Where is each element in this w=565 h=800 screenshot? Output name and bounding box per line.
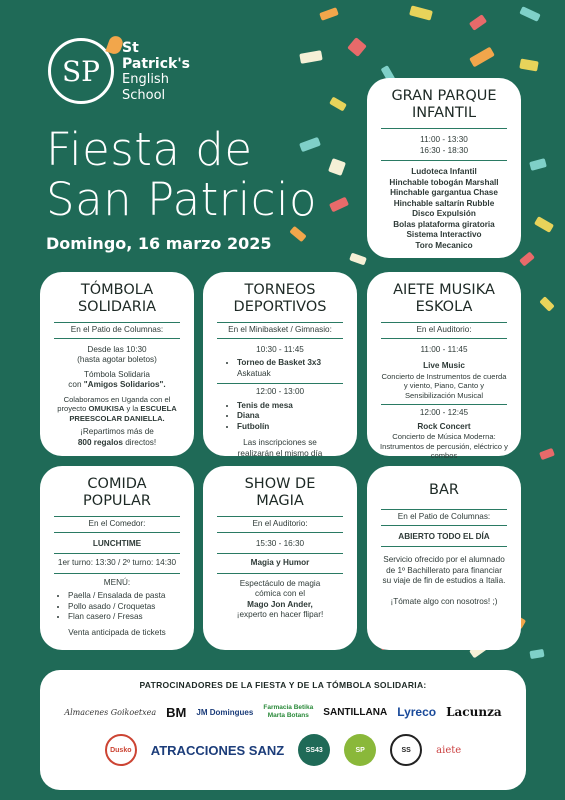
logo-line-3: English bbox=[122, 72, 169, 87]
card-title bbox=[213, 476, 347, 510]
card-bar bbox=[367, 466, 521, 650]
text: cómica con el bbox=[254, 589, 306, 598]
sponsor-logo: JM Domingues bbox=[196, 707, 254, 717]
list-item: • Flan casero / Fresas bbox=[68, 612, 184, 623]
location: En el Comedor: bbox=[54, 516, 180, 533]
location: En el Auditorio: bbox=[217, 516, 343, 533]
description: Servicio ofrecido por el alumnado de 1º Bachillerato para financiar su viaje de fin de estudios a Italia. bbox=[381, 546, 507, 587]
turns: 1er turno: 13:30 / 2º turno: 14:30 bbox=[54, 553, 180, 569]
sponsor-logo: SP bbox=[344, 734, 376, 766]
list-item: Ludoteca Infantil bbox=[411, 167, 477, 176]
list-item: Hinchable tobogán Marshall bbox=[389, 177, 499, 187]
card-title bbox=[213, 282, 347, 316]
menu-list bbox=[68, 591, 184, 623]
list-item: Hinchable saltarín Rubble bbox=[393, 198, 495, 208]
desc-block bbox=[50, 370, 184, 391]
school-logo bbox=[48, 38, 198, 108]
time-slot: 16:30 - 18:30 bbox=[419, 145, 469, 155]
list-item: • Futbolín bbox=[237, 422, 347, 433]
sponsor-logo: BM bbox=[166, 704, 187, 720]
text: directos! bbox=[122, 437, 157, 447]
sponsor-logo: SS bbox=[390, 734, 422, 766]
sponsor-logo: Almacenes Goikoetxea bbox=[64, 707, 157, 717]
text: realizarán el mismo día bbox=[237, 448, 323, 458]
sponsor-logo: SANTILLANA bbox=[323, 706, 388, 718]
logo-circle-mark: SP bbox=[48, 38, 114, 104]
event-description: Concierto de Música Moderna: Instrumentos de percusión, eléctrico y combos bbox=[380, 432, 508, 460]
call-to-action: ¡Tómate algo con nosotros! ;) bbox=[390, 596, 498, 606]
text: y la bbox=[124, 404, 141, 413]
card-gran-parque bbox=[367, 78, 521, 258]
title-line: AIETE MUSIKA bbox=[393, 282, 495, 298]
list-item: • Tenis de mesa bbox=[237, 401, 347, 412]
card-title bbox=[377, 88, 511, 122]
opening-hours: ABIERTO TODO EL DÍA bbox=[398, 531, 490, 541]
event-name: Rock Concert bbox=[417, 421, 471, 431]
text: ¡experto en hacer flipar! bbox=[236, 610, 324, 619]
title-line: MAGIA bbox=[256, 493, 304, 509]
school-name: PREESCOLAR DANIELLA. bbox=[69, 413, 165, 423]
event-date: Domingo, 16 marzo 2025 bbox=[46, 234, 272, 253]
org-name: "Amigos Solidarios". bbox=[83, 380, 166, 389]
title-line-2: San Patricio bbox=[46, 173, 318, 226]
sponsor-logos-row-1 bbox=[40, 700, 526, 724]
title-line: SOLIDARIA bbox=[77, 299, 157, 315]
subtitle: Magia y Humor bbox=[217, 553, 343, 569]
card-torneos bbox=[203, 272, 357, 456]
lunch-label: LUNCHTIME bbox=[92, 538, 142, 548]
prize-count: 800 regalos bbox=[77, 437, 123, 447]
card-tombola bbox=[40, 272, 194, 456]
list-item: Sistema Interactivo bbox=[406, 230, 482, 239]
title-line: SHOW DE bbox=[244, 476, 316, 492]
sponsor-logo: Dusko bbox=[105, 734, 137, 766]
activity-list bbox=[381, 160, 507, 251]
time-slot: 10:30 - 11:45 bbox=[256, 344, 304, 354]
list-item: Bolas plataforma giratoria bbox=[393, 219, 495, 229]
event-name: Torneo de Basket 3x3 bbox=[237, 358, 322, 367]
text: Colaboramos en Uganda con el bbox=[63, 394, 171, 404]
list-item: Disco Expulsión bbox=[412, 209, 476, 218]
sponsor-logo: Lacunza bbox=[446, 705, 502, 719]
text: con bbox=[68, 380, 84, 389]
performer-name: Mago Jon Ander, bbox=[247, 599, 313, 609]
text: Las inscripciones se bbox=[243, 438, 317, 447]
card-comida-popular bbox=[40, 466, 194, 650]
logo-line-2: Patrick's bbox=[122, 56, 190, 72]
logo-line-1: St bbox=[122, 40, 139, 56]
list-item bbox=[237, 358, 347, 379]
sponsor-logos-row-2 bbox=[40, 738, 526, 762]
text: ¡Repartimos más de bbox=[80, 427, 154, 436]
title-line-1: Fiesta de bbox=[46, 123, 253, 176]
sponsor-logo: ATRACCIONES SANZ bbox=[150, 742, 285, 758]
event-list bbox=[237, 401, 347, 433]
time-slot: 12:00 - 13:00 bbox=[217, 383, 343, 398]
card-title bbox=[377, 282, 511, 316]
title-line: TÓMBOLA bbox=[80, 282, 154, 298]
event bbox=[381, 359, 507, 400]
note: Venta anticipada de tickets bbox=[68, 627, 166, 637]
sponsor-logo: SS43 bbox=[298, 734, 330, 766]
card-title bbox=[50, 476, 184, 510]
card-aiete-musika bbox=[367, 272, 521, 460]
time-block bbox=[50, 345, 184, 366]
event-description: Concierto de Instrumentos de cuerda y viento, Piano, Canto y Sensibilización Musical bbox=[381, 371, 507, 400]
list-item: Toro Mecanico bbox=[415, 240, 473, 250]
event bbox=[377, 422, 511, 461]
list-item: • Paella / Ensalada de pasta bbox=[68, 591, 184, 602]
time: Desde las 10:30 bbox=[87, 344, 147, 354]
location: En el Patio de Columnas: bbox=[54, 322, 180, 339]
text: proyecto bbox=[57, 404, 89, 413]
page-title bbox=[46, 125, 317, 225]
logo-line-4: School bbox=[122, 88, 166, 103]
event-name: Live Music bbox=[423, 361, 465, 370]
list-item: • Pollo asado / Croquetas bbox=[68, 602, 184, 613]
title-line: GRAN PARQUE bbox=[391, 88, 497, 104]
logo-text bbox=[122, 40, 190, 104]
sponsors-panel bbox=[40, 670, 526, 790]
location: En el Minibasket / Gimnasio: bbox=[217, 322, 343, 339]
sponsor-logo: Farmacia Betika Marta Botans bbox=[263, 704, 314, 719]
location: En el Auditorio: bbox=[381, 322, 507, 339]
title-line: ESKOLA bbox=[415, 299, 473, 315]
card-show-magia bbox=[203, 466, 357, 650]
text: Espectáculo de magia bbox=[239, 578, 321, 588]
time-slot: 12:00 - 12:45 bbox=[381, 404, 507, 419]
sponsor-logo: Lyreco bbox=[397, 705, 437, 719]
time-slot: 15:30 - 16:30 bbox=[255, 538, 305, 548]
prize-block bbox=[50, 427, 184, 448]
description bbox=[217, 573, 343, 621]
text: Tómbola Solidaria bbox=[84, 369, 150, 379]
event-list bbox=[237, 358, 347, 379]
menu-heading: MENÚ: bbox=[54, 573, 180, 589]
card-title: BAR bbox=[429, 482, 459, 498]
project-name: OMUKISA bbox=[88, 404, 125, 413]
card-title bbox=[50, 282, 184, 316]
time-slot: 11:00 - 11:45 bbox=[420, 344, 468, 354]
location: En el Patio de Columnas: bbox=[381, 509, 507, 526]
school-name: ESCUELA bbox=[140, 404, 177, 413]
note bbox=[213, 438, 347, 459]
time-slot: 11:00 - 13:30 bbox=[420, 135, 468, 144]
list-item: • Diana bbox=[237, 411, 347, 422]
schedule bbox=[381, 128, 507, 156]
title-line: COMIDA bbox=[87, 476, 147, 492]
collab-block bbox=[50, 395, 184, 424]
event-note: Askatuak bbox=[237, 368, 271, 378]
sponsors-heading: PATROCINADORES DE LA FIESTA Y DE LA TÓMBOLA SOLIDARIA: bbox=[139, 680, 427, 690]
title-line: POPULAR bbox=[83, 493, 151, 509]
title-line: TORNEOS bbox=[244, 282, 316, 298]
sponsor-logo: aiete bbox=[436, 744, 462, 756]
list-item: Hinchable gargantua Chase bbox=[390, 188, 498, 197]
title-line: INFANTIL bbox=[411, 105, 477, 121]
title-line: DEPORTIVOS bbox=[233, 299, 327, 315]
note: (hasta agotar boletos) bbox=[77, 355, 157, 364]
